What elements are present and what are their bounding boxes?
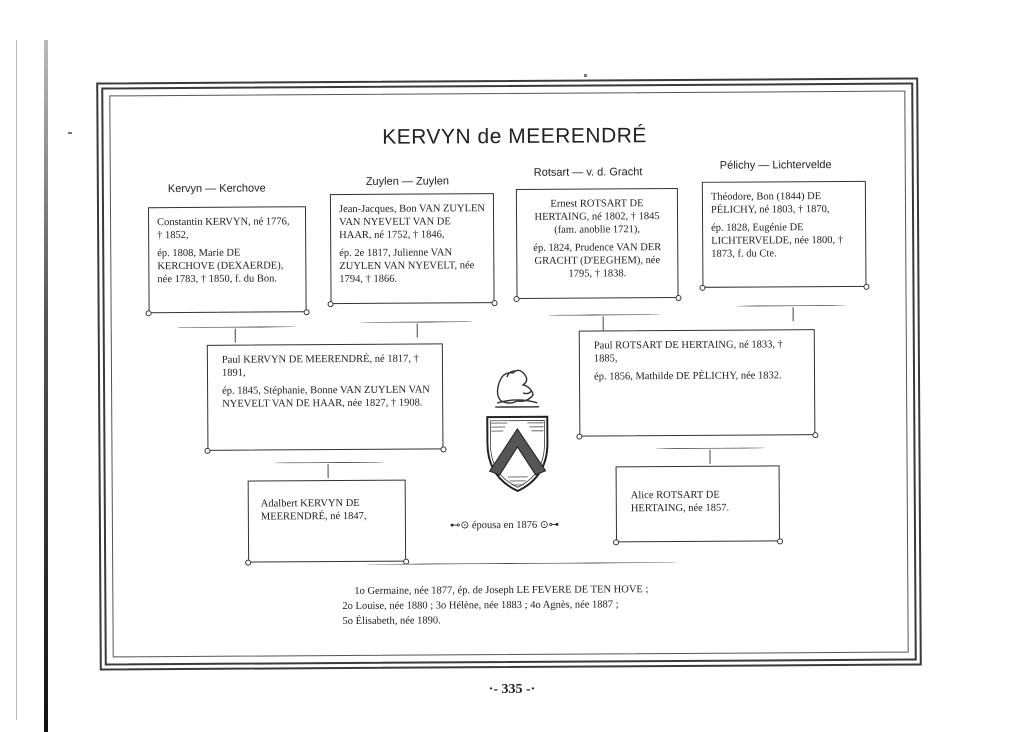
page-number-value: 335 — [501, 682, 523, 697]
parents-box-kervyn — [207, 343, 444, 450]
heading-kervyn-kerchove: Kervyn — Kerchove — [167, 182, 266, 196]
child-line: 2o Louise, née 1880 ; 3o Hélène, née 1883 ; 4o Agnès, née 1887 ; — [342, 599, 619, 613]
parent-line: ép. 1845, Stéphanie, Bonne VAN ZUYLEN VAN NYEVELT VAN DE HAAR, née 1827, † 1908. — [222, 384, 430, 410]
scan-speck — [68, 132, 72, 134]
couple-box-husband — [248, 480, 406, 563]
parent-line: Paul KERVYN DE MEERENDRÉ, né 1817, † 1891, — [221, 353, 419, 379]
ornament-icon: ·- — [488, 682, 502, 697]
grandparents-box-rotsart — [516, 188, 679, 299]
parent-line: Paul ROTSART DE HERTAING, né 1833, † 1885, — [593, 339, 783, 365]
grandparent-line: ép. 1808, Marie DE KERCHOVE (DEXAERDE), née 1783, † 1850, f. du Bon. — [157, 247, 284, 286]
scan-edge — [44, 40, 48, 732]
child-line: 5o Élisabeth, née 1890. — [342, 615, 441, 628]
connector-line — [328, 464, 329, 478]
heading-pelichy-lichtervelde: Pélichy — Lichtervelde — [719, 159, 832, 172]
grandparent-line: Théodore, Bon (1844) DE PÉLICHY, né 1803, † 1870, — [710, 191, 830, 216]
coat-of-arms-icon — [477, 363, 558, 495]
married-row — [450, 519, 559, 532]
connector-line — [793, 307, 794, 321]
child-line: 1o Germaine, née 1877, ép. de Joseph LE FEVERE DE TEN HOVE ; — [354, 584, 649, 597]
grandparents-box-pelichy — [702, 181, 867, 288]
wife-text: Alice ROTSART DE HERTAING, née 1857. — [630, 489, 730, 515]
grandparent-line: ép. 1824, Prudence VAN DER GRACHT (D'EEGHEM), née 1795, † 1838. — [533, 242, 662, 280]
connector-line — [417, 324, 418, 338]
grandparent-line: Jean-Jacques, Bon VAN ZUYLEN VAN NYEVELT VAN DE HAAR, né 1752, † 1846, — [338, 203, 486, 242]
connector-line — [603, 316, 604, 330]
grandparents-box-kervyn — [148, 206, 307, 313]
ornament-icon: ⊷⊙ — [449, 520, 472, 532]
married-label: épousa en 1876 — [471, 519, 538, 532]
grandparent-line: Constantin KERVYN, né 1776, † 1852, — [157, 216, 290, 242]
parents-box-rotsart — [579, 329, 816, 436]
connector-line — [235, 329, 236, 343]
grandparent-line: ép. 1828, Eugénie DE LICHTERVELDE, née 1800, † 1873, f. du Cte. — [711, 222, 844, 260]
grandparent-line: ép. 2e 1817, Julienne VAN ZUYLEN VAN NYEVELT, née 1794, † 1866. — [339, 247, 475, 286]
page-number — [0, 682, 1024, 698]
heading-rotsart-gracht: Rotsart — v. d. Gracht — [533, 166, 643, 179]
page-frame — [96, 77, 922, 670]
page-title: KERVYN de MEERENDRÉ — [382, 124, 647, 149]
ornament-icon: ⊙⊶ — [539, 519, 560, 531]
children-list — [342, 582, 648, 629]
grandparents-box-zuylen — [330, 193, 495, 304]
ornament-icon: -· — [522, 682, 536, 697]
parent-line: ép. 1856, Mathilde DE PÉLICHY, née 1832. — [593, 370, 782, 383]
husband-text: Adalbert KERVYN DE MEERENDRÉ, né 1847, — [260, 497, 367, 523]
scan-speck — [584, 74, 587, 77]
connector-line — [709, 450, 710, 464]
scan-edge-thin — [16, 40, 17, 720]
couple-box-wife — [616, 465, 780, 542]
heading-zuylen-zuylen: Zuylen — Zuylen — [365, 175, 450, 188]
grandparent-line: Ernest ROTSART DE HERTAING, né 1802, † 1845 (fam. anoblie 1721), — [534, 198, 660, 236]
